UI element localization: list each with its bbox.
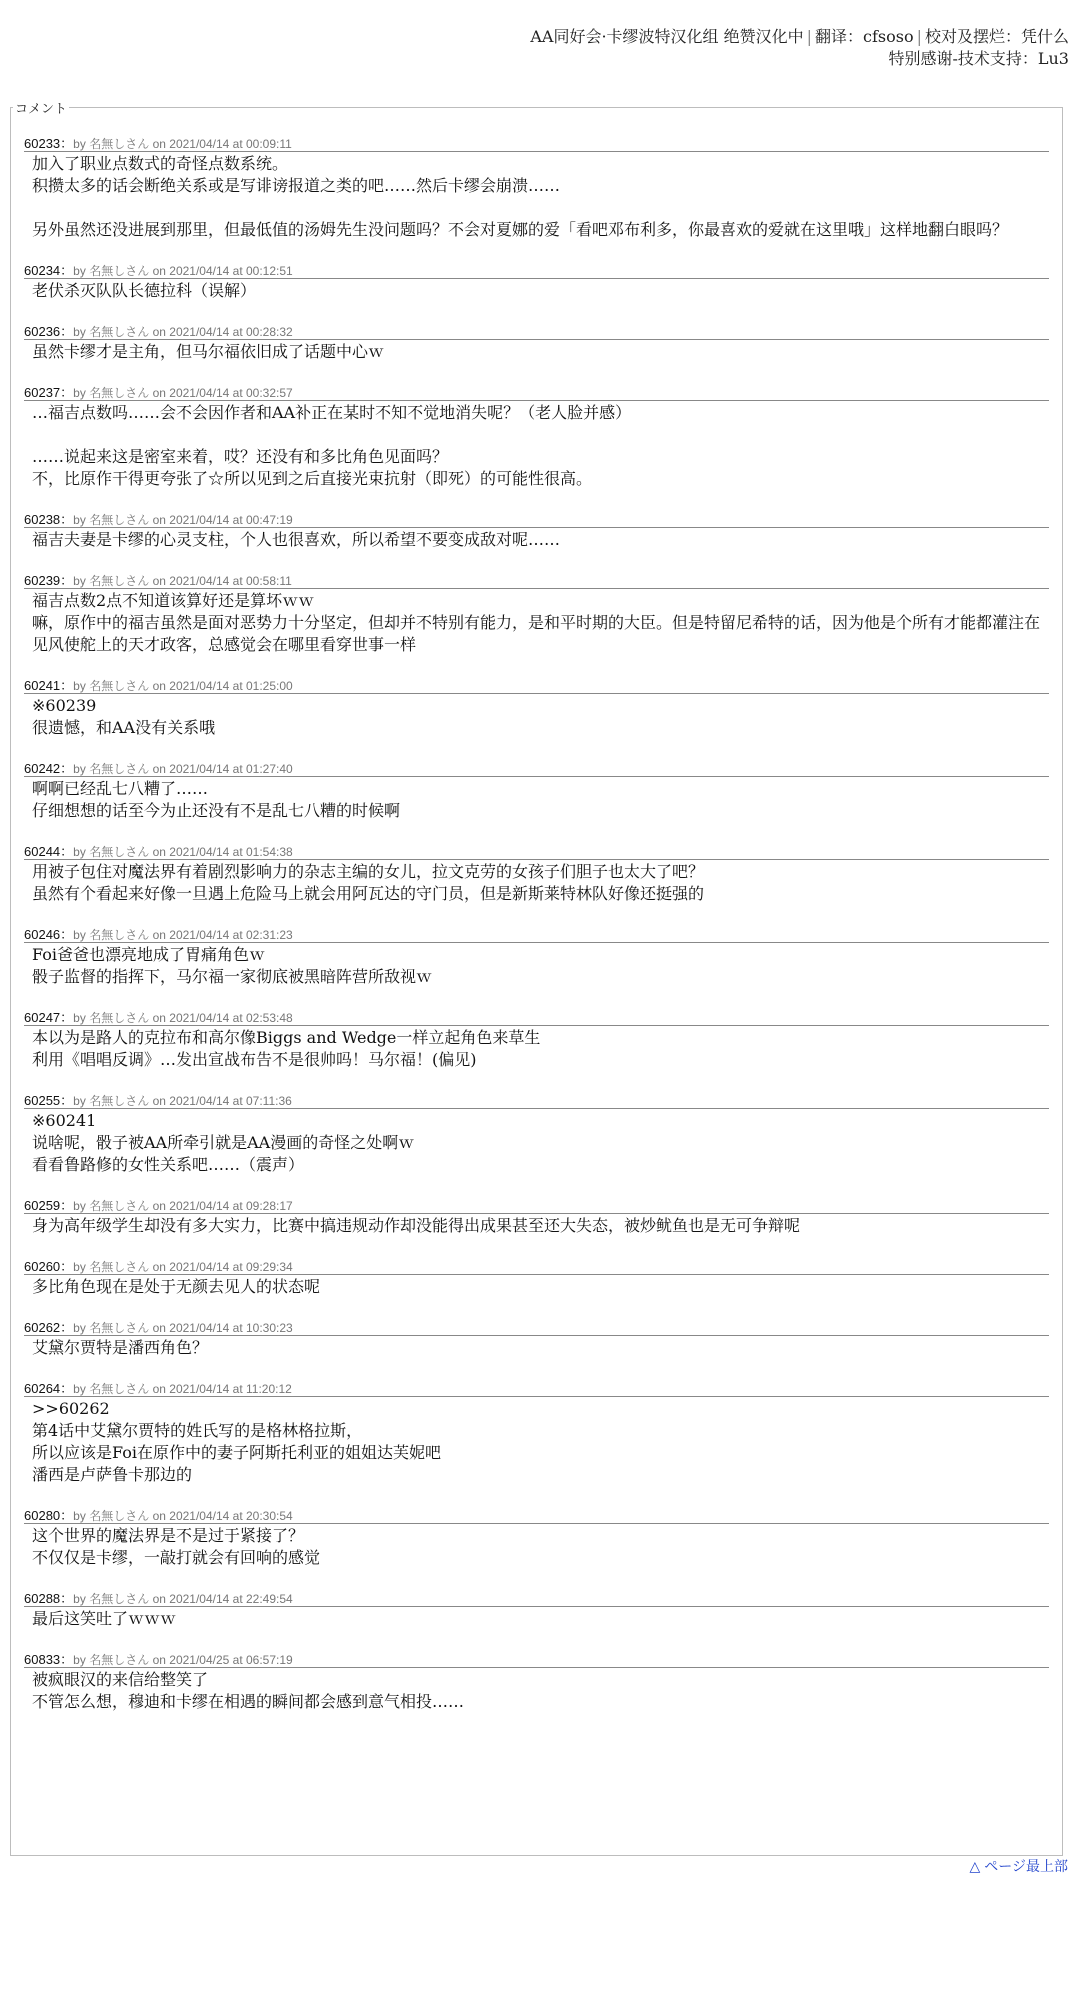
page-top-link[interactable] (969, 1856, 1068, 1876)
comment-number: 60264 (24, 1381, 61, 1396)
triangle-up-icon: △ (969, 1859, 981, 1875)
comment-line: >>60262 (32, 1399, 110, 1418)
comment-line: 很遗憾，和AA没有关系哦 (32, 718, 216, 737)
comment-line: 被疯眼汉的来信给整笑了 (32, 1670, 209, 1689)
comment-meta (24, 1094, 1049, 1109)
comment-meta (24, 137, 1049, 152)
comment-number: 60244 (24, 844, 61, 859)
comment-line: 老伏杀灭队队长德拉科（误解） (32, 281, 257, 300)
comment-number-colon: ： (60, 324, 74, 339)
header-translator: 翻译：cfsoso (815, 27, 914, 46)
page-header (530, 26, 1069, 70)
comments-legend: コメント (15, 102, 68, 117)
comment-body (24, 341, 1049, 363)
comment-item (24, 1321, 1049, 1359)
comment-body (24, 529, 1049, 551)
comment-author: 名無しさん (89, 928, 150, 942)
comment-number-colon: ： (60, 512, 74, 527)
comment-line: 积攒太多的话会断绝关系或是写诽谤报道之类的吧……然后卡缪会崩溃…… (32, 176, 561, 195)
comment-meta (24, 1199, 1049, 1214)
comment-item (24, 762, 1049, 822)
comment-item (24, 1260, 1049, 1298)
comment-number: 60247 (24, 1010, 61, 1025)
comment-body (24, 280, 1049, 302)
comment-number-colon: ： (60, 1508, 74, 1523)
comment-line: 用被子包住对魔法界有着剧烈影响力的杂志主编的女儿，拉文克劳的女孩子们胆子也太大了吧？ (32, 862, 705, 881)
comment-author: 名無しさん (89, 1382, 150, 1396)
comment-item (24, 513, 1049, 551)
comment-line: 嘛，原作中的福吉虽然是面对恶势力十分坚定，但却并不特别有能力，是和平时期的大臣。但是特留尼希特的话，因为他是个所有才能都灌注在见风使舵上的天才政客，总感觉会在哪里看穿世事一样 (32, 613, 1041, 654)
comment-number: 60259 (24, 1198, 61, 1213)
comment-body (24, 1215, 1049, 1237)
page-top-label: ページ最上部 (984, 1859, 1068, 1875)
comment-line: 福吉夫妻是卡缪的心灵支柱，个人也很喜欢，所以希望不要变成敌对呢…… (32, 530, 561, 549)
comment-body (24, 402, 1049, 490)
comment-line: 最后这笑吐了ｗｗｗ (32, 1609, 177, 1628)
comment-item (24, 325, 1049, 363)
comment-date: 2021/04/14 at 20:30:54 (169, 1509, 293, 1523)
comment-line: 不仅仅是卡缪，一敲打就会有回响的感觉 (32, 1548, 321, 1567)
comment-date: 2021/04/14 at 00:58:11 (169, 574, 292, 588)
comment-number-colon: ： (60, 761, 74, 776)
comment-line: 利用《唱唱反调》…发出宣战布告不是很帅吗！马尔福！(偏见) (32, 1050, 477, 1069)
comment-on: on (152, 845, 166, 859)
comment-number-colon: ： (60, 1010, 74, 1025)
comment-line: 本以为是路人的克拉布和高尔像Biggs and Wedge一样立起角色来草生 (32, 1028, 541, 1047)
comment-author: 名無しさん (89, 137, 150, 151)
comment-line: ※60239 (32, 696, 97, 715)
comment-author: 名無しさん (89, 1094, 150, 1108)
comment-body (24, 153, 1049, 241)
comment-item (24, 137, 1049, 241)
comment-date: 2021/04/14 at 00:28:32 (169, 325, 293, 339)
comment-author: 名無しさん (89, 845, 150, 859)
comment-line: 福吉点数2点不知道该算好还是算坏ｗｗ (32, 591, 315, 610)
comment-author: 名無しさん (89, 574, 150, 588)
comment-date: 2021/04/14 at 01:25:00 (169, 679, 293, 693)
comment-number-colon: ： (60, 1093, 74, 1108)
comment-by: by (73, 928, 86, 942)
comment-by: by (73, 1094, 86, 1108)
comment-by: by (73, 513, 86, 527)
comment-number-colon: ： (60, 263, 74, 278)
comment-body (24, 590, 1049, 656)
comment-number: 60236 (24, 324, 61, 339)
comment-number-colon: ： (60, 844, 74, 859)
header-line-1 (530, 26, 1069, 48)
comment-item (24, 928, 1049, 988)
comment-date: 2021/04/14 at 10:30:23 (169, 1321, 293, 1335)
comment-number-colon: ： (60, 136, 74, 151)
comment-on: on (152, 762, 166, 776)
comment-item (24, 386, 1049, 490)
comment-number-colon: ： (60, 1591, 74, 1606)
comment-line: 看看鲁路修的女性关系吧……（震声） (32, 1155, 305, 1174)
comment-date: 2021/04/14 at 01:27:40 (169, 762, 293, 776)
comment-on: on (152, 264, 166, 278)
comment-number: 60237 (24, 385, 61, 400)
comment-number: 60242 (24, 761, 61, 776)
comment-on: on (152, 513, 166, 527)
header-separator: | (806, 27, 813, 46)
comment-by: by (73, 845, 86, 859)
comment-number: 60262 (24, 1320, 61, 1335)
comment-meta (24, 264, 1049, 279)
comment-body (24, 1027, 1049, 1071)
comment-line: 加入了职业点数式的奇怪点数系统。 (32, 154, 289, 173)
comment-line: 这个世界的魔法界是不是过于紧接了？ (32, 1526, 305, 1545)
comment-date: 2021/04/14 at 02:31:23 (169, 928, 293, 942)
comment-author: 名無しさん (89, 513, 150, 527)
comment-meta (24, 1653, 1049, 1668)
comment-number-colon: ： (60, 1381, 74, 1396)
comment-author: 名無しさん (89, 1509, 150, 1523)
comment-item (24, 1011, 1049, 1071)
comment-item (24, 264, 1049, 302)
comment-item (24, 574, 1049, 656)
comment-author: 名無しさん (89, 386, 150, 400)
comment-author: 名無しさん (89, 1199, 150, 1213)
comment-body (24, 1398, 1049, 1486)
comment-on: on (152, 928, 166, 942)
comment-meta (24, 845, 1049, 860)
comment-meta (24, 1509, 1049, 1524)
comment-item (24, 1509, 1049, 1569)
comment-date: 2021/04/14 at 11:20:12 (169, 1382, 292, 1396)
comment-line: 不，比原作干得更夸张了☆所以见到之后直接光束抗射（即死）的可能性很高。 (32, 469, 593, 488)
header-line-2: 特别感谢-技术支持：Lu3 (888, 49, 1069, 68)
comment-author: 名無しさん (89, 264, 150, 278)
header-separator: | (916, 27, 922, 46)
comment-by: by (73, 1199, 86, 1213)
comment-body (24, 861, 1049, 905)
comment-date: 2021/04/14 at 09:29:34 (169, 1260, 293, 1274)
comment-number-colon: ： (60, 385, 74, 400)
comment-date: 2021/04/14 at 22:49:54 (169, 1592, 293, 1606)
comment-item (24, 1094, 1049, 1176)
comment-meta (24, 574, 1049, 589)
comment-body (24, 1276, 1049, 1298)
comment-author: 名無しさん (89, 1011, 150, 1025)
comment-on: on (152, 574, 166, 588)
comment-number-colon: ： (60, 927, 74, 942)
comment-by: by (73, 1321, 86, 1335)
comment-line: 骰子监督的指挥下，马尔福一家彻底被黑暗阵营所敌视ｗ (32, 967, 433, 986)
comment-meta (24, 1011, 1049, 1026)
comment-meta (24, 762, 1049, 777)
comment-meta (24, 325, 1049, 340)
comment-meta (24, 928, 1049, 943)
comment-by: by (73, 325, 86, 339)
comment-number-colon: ： (60, 678, 74, 693)
comment-on: on (152, 679, 166, 693)
comment-author: 名無しさん (89, 325, 150, 339)
header-proofreader: 校对及摆烂：凭什么 (924, 27, 1069, 46)
comment-line: ……说起来这是密室来着，哎？还没有和多比角色见面吗？ (32, 447, 449, 466)
comment-line: ※60241 (32, 1111, 97, 1130)
comment-meta (24, 1260, 1049, 1275)
comment-by: by (73, 1509, 86, 1523)
comment-body (24, 695, 1049, 739)
comment-on: on (152, 1592, 166, 1606)
comment-by: by (73, 264, 86, 278)
comment-item (24, 845, 1049, 905)
comment-author: 名無しさん (89, 679, 150, 693)
comment-by: by (73, 1653, 86, 1667)
comment-author: 名無しさん (89, 1321, 150, 1335)
comment-on: on (152, 1199, 166, 1213)
comment-line: 身为高年级学生却没有多大实力，比赛中搞违规动作却没能得出成果甚至还大失态，被炒鱿鱼也是无可争辩呢 (32, 1216, 801, 1235)
comment-number-colon: ： (60, 573, 74, 588)
comment-number: 60260 (24, 1259, 61, 1274)
comment-on: on (152, 1011, 166, 1025)
comment-date: 2021/04/14 at 00:47:19 (169, 513, 293, 527)
comment-number: 60280 (24, 1508, 61, 1523)
comment-meta (24, 1382, 1049, 1397)
comment-on: on (152, 1321, 166, 1335)
comment-number: 60233 (24, 136, 61, 151)
comment-number: 60241 (24, 678, 61, 693)
comment-date: 2021/04/14 at 02:53:48 (169, 1011, 293, 1025)
comment-number: 60234 (24, 263, 61, 278)
comment-line: 多比角色现在是处于无颜去见人的状态呢 (32, 1277, 321, 1296)
comment-author: 名無しさん (89, 762, 150, 776)
comment-body (24, 1337, 1049, 1359)
comment-on: on (152, 1509, 166, 1523)
comment-on: on (152, 1094, 166, 1108)
comment-date: 2021/04/14 at 00:32:57 (169, 386, 293, 400)
comment-line: 虽然有个看起来好像一旦遇上危险马上就会用阿瓦达的守门员，但是新斯莱特林队好像还挺强的 (32, 884, 705, 903)
comment-number: 60239 (24, 573, 61, 588)
comment-body (24, 1669, 1049, 1713)
comment-by: by (73, 1011, 86, 1025)
comment-number-colon: ： (60, 1259, 74, 1274)
comment-on: on (152, 1260, 166, 1274)
comment-line: …福吉点数吗……会不会因作者和AA补正在某时不知不觉地消失呢？（老人脸并感） (32, 403, 632, 422)
comment-date: 2021/04/14 at 07:11:36 (169, 1094, 292, 1108)
comment-number-colon: ： (60, 1652, 74, 1667)
comment-number: 60238 (24, 512, 61, 527)
comment-line: 虽然卡缪才是主角，但马尔福依旧成了话题中心ｗ (32, 342, 385, 361)
comment-body (24, 778, 1049, 822)
comment-number: 60833 (24, 1652, 61, 1667)
comment-number: 60288 (24, 1591, 61, 1606)
comment-on: on (152, 386, 166, 400)
comment-line: Foi爸爸也漂亮地成了胃痛角色ｗ (32, 945, 265, 964)
comment-author: 名無しさん (89, 1592, 150, 1606)
comment-item (24, 679, 1049, 739)
comment-body (24, 1525, 1049, 1569)
comment-number-colon: ： (60, 1320, 74, 1335)
comment-line (32, 197, 1049, 219)
comment-by: by (73, 762, 86, 776)
header-group-name: AA同好会·卡缪波特汉化组 绝赞汉化中 (530, 27, 804, 46)
comment-body (24, 944, 1049, 988)
comment-number-colon: ： (60, 1198, 74, 1213)
comment-body (24, 1608, 1049, 1630)
comment-item (24, 1653, 1049, 1713)
comment-line (32, 424, 1049, 446)
comment-by: by (73, 574, 86, 588)
comment-on: on (152, 137, 166, 151)
comments-section (10, 98, 1063, 1856)
comment-list (11, 117, 1062, 1713)
comment-line: 说啥呢，骰子被AA所牵引就是AA漫画的奇怪之处啊ｗ (32, 1133, 415, 1152)
comment-by: by (73, 1260, 86, 1274)
comment-line: 仔细想想的话至今为止还没有不是乱七八糟的时候啊 (32, 801, 401, 820)
comment-author: 名無しさん (89, 1653, 150, 1667)
comment-line: 第4话中艾黛尔贾特的姓氏写的是格林格拉斯， (32, 1421, 363, 1440)
comment-line: 潘西是卢萨鲁卡那边的 (32, 1465, 193, 1484)
comment-meta (24, 1321, 1049, 1336)
comment-date: 2021/04/14 at 09:28:17 (169, 1199, 293, 1213)
comment-by: by (73, 137, 86, 151)
comment-line: 不管怎么想，穆迪和卡缪在相遇的瞬间都会感到意气相投…… (32, 1692, 465, 1711)
comment-date: 2021/04/25 at 06:57:19 (169, 1653, 293, 1667)
comment-item (24, 1592, 1049, 1630)
comment-author: 名無しさん (89, 1260, 150, 1274)
comment-body (24, 1110, 1049, 1176)
comment-date: 2021/04/14 at 00:12:51 (169, 264, 293, 278)
comment-meta (24, 386, 1049, 401)
comment-date: 2021/04/14 at 01:54:38 (169, 845, 293, 859)
comment-line: 另外虽然还没进展到那里，但最低值的汤姆先生没问题吗？不会对夏娜的爱「看吧邓布利多，你最喜欢的爱就在这里哦」这样地翻白眼吗？ (32, 220, 1009, 239)
comment-item (24, 1199, 1049, 1237)
comment-meta (24, 1592, 1049, 1607)
comment-line: 所以应该是Foi在原作中的妻子阿斯托利亚的姐姐达芙妮吧 (32, 1443, 441, 1462)
comment-meta (24, 513, 1049, 528)
comment-number: 60255 (24, 1093, 61, 1108)
comment-on: on (152, 325, 166, 339)
comment-line: 啊啊已经乱七八糟了…… (32, 779, 209, 798)
comment-by: by (73, 1592, 86, 1606)
comment-item (24, 1382, 1049, 1486)
comment-line: 艾黛尔贾特是潘西角色？ (32, 1338, 209, 1357)
comment-number: 60246 (24, 927, 61, 942)
comment-meta (24, 679, 1049, 694)
comment-by: by (73, 679, 86, 693)
comment-date: 2021/04/14 at 00:09:11 (169, 137, 292, 151)
comment-on: on (152, 1382, 166, 1396)
comment-by: by (73, 1382, 86, 1396)
comment-on: on (152, 1653, 166, 1667)
comment-by: by (73, 386, 86, 400)
